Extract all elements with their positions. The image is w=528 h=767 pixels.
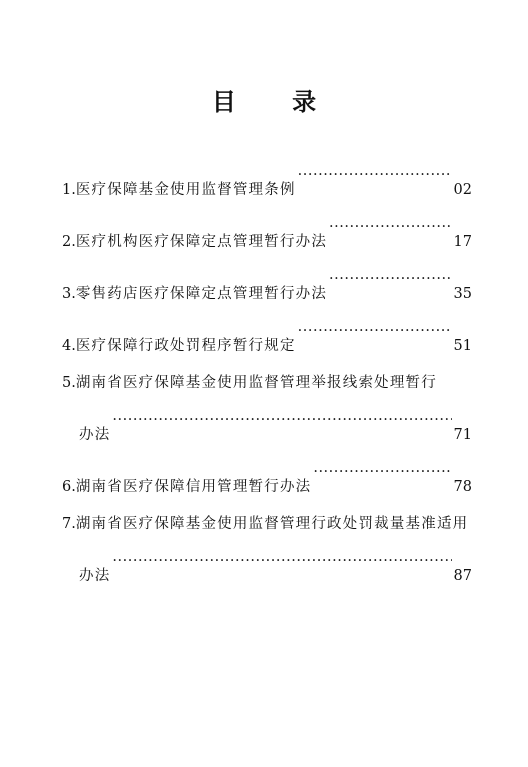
toc-entry-number: 5. [62, 375, 76, 391]
toc-entry-title-continued: 办法 [79, 568, 111, 584]
toc-entry-title: 湖南省医疗保障基金使用监督管理举报线索处理暂行 [75, 375, 437, 391]
dot-leader [329, 261, 452, 298]
toc-entry-number: 1. [62, 182, 76, 198]
toc-entry-number: 4. [62, 338, 76, 354]
toc-entry-1[interactable] [62, 157, 472, 209]
toc-entry-3[interactable] [62, 261, 472, 313]
toc-entry-number: 3. [62, 286, 76, 302]
toc-entry-5[interactable] [62, 365, 472, 454]
toc-entry-4[interactable] [62, 313, 472, 365]
toc-entry-page: 51 [453, 338, 472, 354]
toc-entry-number: 7. [62, 516, 76, 532]
toc-entry-page: 02 [453, 182, 472, 198]
dot-leader [329, 209, 452, 246]
dot-leader [112, 543, 451, 580]
toc-entry-title: 医疗机构医疗保障定点管理暂行办法 [75, 234, 328, 250]
toc-entry-title-continued: 办法 [79, 427, 111, 443]
toc-entry-6[interactable] [62, 454, 472, 506]
toc-entry-page: 35 [453, 286, 472, 302]
toc-entry-page: 17 [453, 234, 472, 250]
toc-entry-page: 87 [453, 568, 472, 584]
toc-entry-page: 78 [453, 479, 472, 495]
toc-entry-number: 6. [62, 479, 76, 495]
dot-leader [112, 402, 451, 439]
toc-entry-number: 2. [62, 234, 76, 250]
toc-entry-page: 71 [453, 427, 472, 443]
toc-entry-title: 湖南省医疗保障基金使用监督管理行政处罚裁量基准适用 [75, 516, 469, 532]
dot-leader [298, 157, 452, 194]
toc-entry-7[interactable] [62, 506, 472, 595]
table-of-contents [62, 157, 472, 595]
toc-entry-title: 湖南省医疗保障信用管理暂行办法 [75, 479, 312, 495]
toc-entry-title: 医疗保障行政处罚程序暂行规定 [75, 338, 296, 354]
toc-entry-title: 零售药店医疗保障定点管理暂行办法 [75, 286, 328, 302]
dot-leader [313, 454, 451, 491]
toc-entry-title: 医疗保障基金使用监督管理条例 [75, 182, 296, 198]
page-title: 目 录 [211, 88, 341, 116]
toc-entry-2[interactable] [62, 209, 472, 261]
dot-leader [298, 313, 452, 350]
